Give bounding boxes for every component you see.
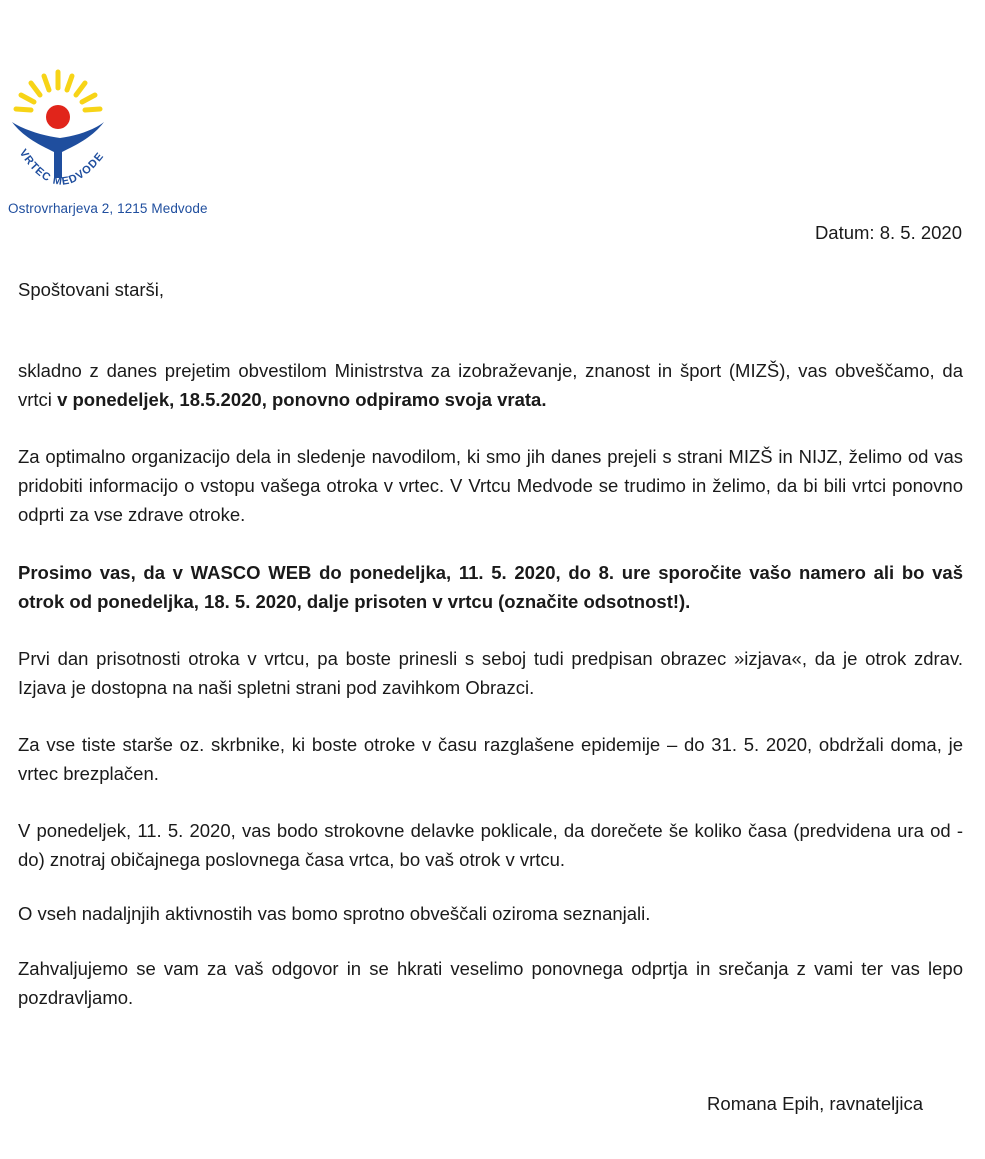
document-date: Datum: 8. 5. 2020 [814, 222, 962, 243]
paragraph-wasco-request: Prosimo vas, da v WASCO WEB do ponedeljka, 11. 5. 2020, do 8. ure sporočite vašo namero ali bo vaš otrok od ponedeljka, 18. 5. 2020, dalje prisoten v vrtcu (označite odsotnost!). [18, 562, 963, 612]
paragraph-reopening-text: skladno z danes prejetim obvestilom Ministrstva za izobraževanje, znanost in šport (MIZŠ), vas obveščamo, da vrtci [18, 360, 963, 410]
logo-arc-text: VRTEC MEDVODE [16, 147, 107, 188]
signature: Romana Epih, ravnateljica [707, 1093, 923, 1114]
kindergarten-logo [4, 66, 219, 226]
sun-figure-logo-icon [4, 66, 114, 206]
paragraph-phone-call: V ponedeljek, 11. 5. 2020, vas bodo strokovne delavke poklicale, da dorečete še koliko časa (predvidena ura od - do) znotraj običajnega poslovnega časa vrtca, bo vaš otrok v vrtcu. [18, 820, 963, 870]
sun-rays-icon [16, 72, 100, 110]
paragraph-free-of-charge: Za vse tiste starše oz. skrbnike, ki boste otroke v času razglašene epidemije – do 31. 5. 2020, obdržali doma, je vrtec brezplačen. [18, 734, 963, 784]
paragraph-reopening [18, 356, 963, 414]
paragraph-statement-form: Prvi dan prisotnosti otroka v vrtcu, pa boste prinesli s seboj tudi predpisan obrazec »izjava«, da je otrok zdrav. Izjava je dostopna na naši spletni strani pod zavihkom Obrazci. [18, 648, 963, 698]
paragraph-thanks: Zahvaljujemo se vam za vaš odgovor in se hkrati veselimo ponovnega odprtja in srečanja z vami ter vas lepo pozdravljamo. [18, 958, 963, 1008]
paragraph-further-info: O vseh nadaljnjih aktivnostih vas bomo sprotno obveščali oziroma seznanjali. [18, 903, 651, 924]
paragraph-organization: Za optimalno organizacijo dela in sledenje navodilom, ki smo jih danes prejeli s strani MIZŠ in NIJZ, želimo od vas pridobiti informacijo o vstopu vašega otroka v vrtec. V Vrtcu Medvode se trudimo in želimo, da bi bili vrtci ponovno odprti za vse zdrave otroke. [18, 446, 963, 525]
paragraph-reopening-bold: v ponedeljek, 18.5.2020, ponovno odpiramo svoja vrata. [57, 389, 547, 410]
salutation: Spoštovani starši, [18, 279, 165, 300]
logo-address: Ostrovrharjeva 2, 1215 Medvode [8, 201, 208, 216]
sun-head-icon [46, 105, 70, 129]
